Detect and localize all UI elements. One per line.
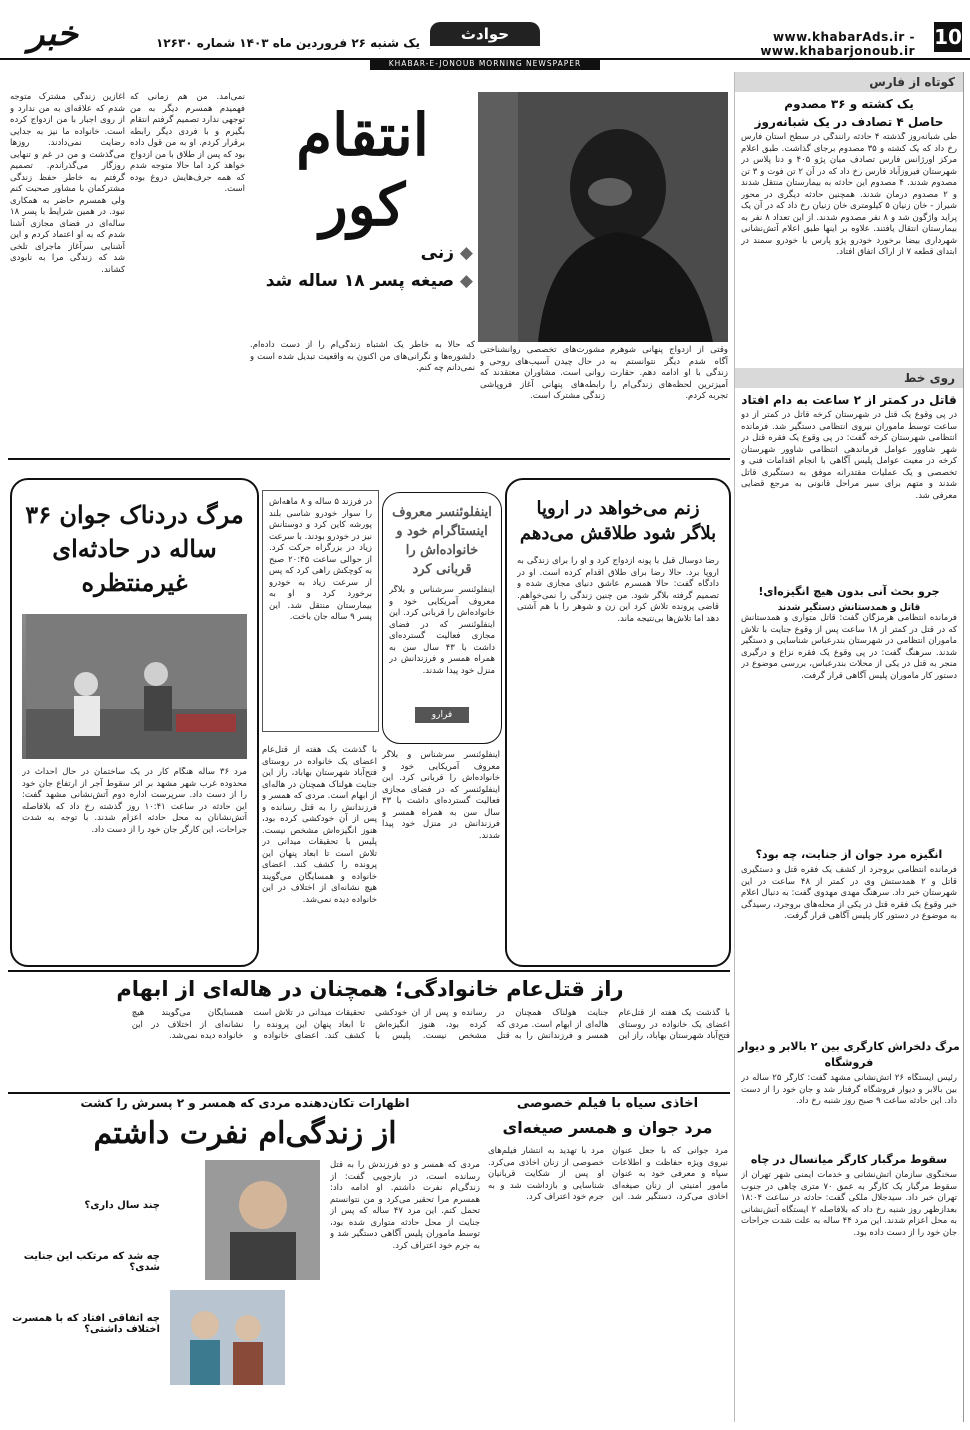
sidebar-headline: سقوط مرگبار کارگر میانسال در چاه [750,1153,948,1166]
bottom-left-body: مردی که همسر و دو فرزندش را به قتل رسانده است، در بازجویی گفت: از زندگی‌ام نفرت داشتم. او ادامه داد: همسرم مرا تحقیر می‌کرد و من نتوانستم تحمل کنم. این مرد ۴۷ ساله که پس از جنایت از محل حادثه متواری شده بود، توسط ماموران پلیس آگاهی دستگیر شد و به جرم خود اعتراف کرد. [330,1160,480,1251]
section-divider [8,970,730,972]
sidebar-article-body: فرمانده انتظامی هرمزگان گفت: قاتل متواری و همدستانش که در قتل در کمتر از ۱۸ ساعت پس از وقوع جنایت با تلاش ماموران انتظامی در شهرستان بندرعباس شناسایی و دستگیر شدند. سرهنگ گفت: در پی وقوع یک فقره نزاع و درگیری منجر به قتل در یکی از محلات بندرعباس، بررسی موضوع در دستور کار ماموران پلیس آگاهی قرار گرفت. [741,613,957,681]
box-body: در فرزند ۵ ساله و ۸ ماهه‌اش را سوار خودرو شاسی بلند پورشه کاین کرد و دوستانش نیز در خودرو بودند. با سرعت زیاد در بزرگراه حرکت کرد. از حوالی ساعت ۲۰:۴۵ صبح به کوچکش راهی کرد که پس از سرعت زیاد به خودرو برخورد کرد و او به بیمارستان منتقل شد. این پسر ۹ ساله جان باخت. [269,497,372,622]
subhead-text: زنی [420,243,454,263]
diamond-icon: ◆ [454,243,473,263]
page-number: 10 [934,22,962,52]
feature-column: مشورت‌های تخصصی روانشناختی در حال چیدن آسیب‌های روحی و روانی است. مشاوران معتقدند که رابطه‌های پنهانی آغاز فروپاشی زندگی مشترک است. [480,345,605,401]
feature-column: وقتی از ازدواج پنهانی شوهرم آگاه شدم دیگر نتوانستم به زندگی با او ادامه دهم. حقارت آمیزترین لحظه‌های زندگی‌ام را تجربه کردم. [610,345,728,401]
sidebar-article-body: در پی وقوع یک قتل در شهرستان کرخه قاتل در کمتر از دو ساعت توسط ماموران نیروی انتظامی دستگیر شد. فرمانده انتظامی شهرستان کرخه گفت: در پی وقوع یک فقره قتل در شهر شاوور عوامل فرماندهی انتظامی شاوور شهرستان کرخه در معیت عوامل پلیس آگاهی با انجام اقدامات فنی و تخصصی و یک عملیات مقتدرانه موفق به دستگیری قاتل شدند و متهم برای سیر مراحل قانونی به مرجع قضایی معرفی شد. [741,410,957,501]
bottom-left-headline: از زندگی‌ام نفرت داشتم [93,1116,397,1151]
sidebar-headline: یک کشته و ۳۶ مصدوم [784,97,914,111]
feature-column: نمی‌آمد. من هم زمانی که فهمیدم همسرم دیگر به من توجهی ندارد تصمیم گرفتم انتقام بگیرم و با فردی دیگر رابطه برقرار کردم. او به من قول داده بود که پس از طلاق با من ازدواج خواهد کرد اما حالا متوجه شدم که همه حرف‌هایش دروغ بوده است. [130,92,245,194]
section-divider [8,458,730,460]
feature-column: آغازین زندگی مشترک متوجه شدم که علاقه‌ای به من ندارد و از روی اجبار با من ازدواج کرده است. خانواده ما نیز به جدایی رضایت نمی‌دادند. روزها می‌گذشت و من در غم و تنهایی روزگار می‌گذراندم. تصمیم گرفتم به خاطر حفظ زندگی مشترکمان با مشاور صحبت کنم ولی همسرم حاضر به همکاری نبود. در همین شرایط با پسر ۱۸ ساله‌ای در فضای مجازی آشنا شدم که به او اعتماد کردم و این آشنایی سرآغاز ماجرای تلخی شد که زندگی مرا به نابودی کشاند. [10,92,125,275]
sidebar-kicker: قاتل و همدستانش دستگیر شدند [777,603,921,613]
article-column: با گذشت یک هفته از قتل‌عام اعضای یک خانواده در روستای فتح‌آباد شهرستان بهاباد، راز این جنایت هولناک همچنان در هاله‌ای از ابهام است. مردی که همسر و فرزندانش را به قتل رسانده و پس از آن خودکشی کرده بود، هنوز انگیزه‌اش مشخص نیست. پلیس با تحقیقات میدانی در تلاش است تا ابعاد پنهان این پرونده را کشف کند. اعضای خانواده و همسایگان می‌گویند هیچ نشانه‌ای از اختلاف در این خانواده دیده نمی‌شد. [262,745,377,905]
page-header [0,0,970,60]
box-body: مرد ۳۶ ساله هنگام کار در یک ساختمان در حال احداث در محدوده غرب شهر مشهد بر اثر سقوط آجر از ارتفاع جان خود را از دست داد. سرپرست اداره دوم آتش‌نشانی مشهد گفت: این حادثه در ساعت ۱۰:۴۱ روز گذشته رخ داد که بلافاصله آتش‌نشانان به محل حادثه اعزام شدند. با توجه به شدت جراحات، این کارگر جان خود را از دست داد. [22,767,247,835]
feature-photo-veiled-woman [478,92,728,342]
main-subhead-2 [258,268,473,298]
interview-qa [10,1160,160,1425]
box-body: رضا دوسال قبل با پونه ازدواج کرد و او را برای زندگی به اروپا برد. حالا رضا برای طلاق اقدام کرده است. او در دادگاه گفت: حالا همسرم عاشق دنیای مجازی شده و تصمیم گرفته بلاگر شود. من چنین زندگی را نمی‌خواهم. قاضی پرونده تلاش کرد این زن و شوهر را با هم آشتی دهد اما تلاش‌ها بی‌نتیجه ماند. [517,556,719,624]
sidebar-section-online: روی خط [735,368,963,388]
main-headline: انتقام کور [296,101,429,239]
family-photo [170,1290,285,1385]
rescue-workers-illustration [26,614,247,759]
suspect-photo [205,1160,320,1280]
sidebar-headline: قاتل در کمتر از ۲ ساعت به دام افتاد [741,393,957,407]
diamond-icon: ◆ [454,271,473,291]
question: چه اتفاقی افتاد که با همسرت اختلاف داشتی؟ [12,1313,160,1335]
question: چند سال داری؟ [84,1200,160,1211]
sidebar-headline: جرو بحث آنی بدون هیچ انگیزه‌ای! [758,585,940,598]
article-box-porsche [262,490,379,732]
sidebar-section-fars: کوتاه از فارس [735,72,963,92]
subhead-text: صیغه پسر ۱۸ ساله شد [265,271,454,291]
sidebar-article-body: سخنگوی سازمان آتش‌نشانی و خدمات ایمنی شهر تهران از سقوط مرگبار یک کارگر به عمق ۷۰ متری چاهی در جنوب تهران خبر داد. سیدجلال ملکی گفت: حادثه در ساعت ۱۸:۰۴ بعدازظهر روز شنبه رخ داد که بلافاصله ۲ ایستگاه آتش‌نشانی به محل اعزام شدند. این مرد ۴۴ ساله به علت شدت جراحات جان خود را از دست داده بود. [741,1170,957,1238]
article-box-blogger [505,478,731,967]
sidebar-article-body: فرمانده انتظامی بروجرد از کشف یک فقره قتل و دستگیری قاتل و ۲ همدستش وی در کمتر از ۴۸ ساعت در این شهرستان خبر داد. سرهنگ مهدی مهدوی گفت: به دنبال اعلام خبر وقوع یک فقره قتل در یکی از محله‌های بروجرد، رسیدگی به موضوع در دستور کار پلیس آگاهی قرار گرفت. [741,865,957,921]
bottom-mid-body: مرد جوانی که با جعل عنوان نیروی ویژه حفاظت و اطلاعات سپاه و معرفی خود به عنوان مامور امنیتی از زنان صیغه‌ای اخاذی می‌کرد، دستگیر شد. این مرد با تهدید به انتشار فیلم‌های خصوصی از زنان اخاذی می‌کرد. او پس از شکایت قربانیان شناسایی و بازداشت شد و به جرم خود اعتراف کرد. [488,1146,728,1202]
accident-scene-photo [22,614,247,759]
bottom-left-kicker: اظهارات تکان‌دهنده مردی که همسر و ۲ پسرش را کشت [80,1096,410,1110]
family-illustration [170,1290,285,1385]
section-tab: حوادث [430,22,540,46]
sidebar-article-body: رئیس ایستگاه ۲۶ آتش‌نشانی مشهد گفت: کارگر ۲۵ ساله در بین بالابر و دیوار فروشگاه گرفتار شد و جان خود را از دست داد. این حادثه ساعت ۹ صبح روز شنبه رخ داد. [741,1073,957,1106]
bottom-mid-kicker: اخاذی سیاه با فیلم خصوصی [516,1096,699,1111]
main-subhead-1 [258,240,473,270]
box-headline: اینفلوئنسر معروف اینستاگرام خود و خانواده‌اش را قربانی کرد [392,505,492,577]
issue-line: یک شنبه ۲۶ فروردین ماه ۱۴۰۳ شماره ۱۲۶۳۰ [155,36,420,50]
sidebar-headline: انگیزه مرد جوان از جنایت، چه بود؟ [755,848,943,861]
logo-text: خبر [27,14,79,54]
site-urls[interactable]: www.khabarAds.ir - www.khabarjonoub.ir [760,30,915,58]
bottom-mid-headline: مرد جوان و همسر صیغه‌ای [502,1118,713,1137]
news-sidebar [734,72,964,1422]
mystery-headline: راز قتل‌عام خانوادگی؛ همچنان در هاله‌ای از ابهام [116,977,624,1001]
box-headline: زنم می‌خواهد در اروپا بلاگر شود طلاقش می‌دهم [519,498,717,544]
section-divider [8,1092,730,1094]
veiled-woman-illustration [478,92,728,342]
masthead-strip: KHABAR-E-JONOUB MORNING NEWSPAPER [370,58,600,70]
box-headline: مرگ دردناک جوان ۳۶ ساله در حادثه‌ای غیرمنتظره [25,500,244,597]
source-tag: فرارو [415,707,469,723]
box-body: اینفلوئنسر سرشناس و بلاگر معروف آمریکایی خود و خانواده‌اش را قربانی کرد. این اینفلوئنسر که در فضای مجازی فعالیت گسترده‌ای داشت با ۴۳ سال سن به همراه همسر و فرزندانش در منزل خود پیدا شدند. [389,585,495,676]
sidebar-article-body: طی شبانه‌روز گذشته ۴ حادثه رانندگی در سطح استان فارس رخ داد که یک کشته و ۳۵ مصدوم برجای گذاشت. طبق اعلام مرکز اورژانس فارس تصادف میان پژو ۴۰۵ و دنا پلاس در شهرستان فیروزآباد فارس رخ داد که در آن ۲ تن فوت و ۳ تن مصدوم شدند. ۴ مصدوم این حادثه به بیمارستان منتقل شدند و ۲ مصدوم درمان شدند. همچنین حادثه دیگری در محور شیراز - خان زنیان ۵ کیلومتری خان زنیان رخ داد که در آن یک پراید واژگون شد و ۸ نفر مصدوم شدند. از این تعداد ۸ نفر به بیمارستان انتقال یافتند. علاوه بر اینها طبق اعلام آتش‌نشانی شهرداری بیضا برخورد خودرو پژو پارس با خودرو سمند در ابتدای قطعه ۷ از اراک اتفاق افتاد. [741,132,957,257]
sidebar-headline: حاصل ۴ تصادف در یک شبانه‌روز [754,115,944,129]
feature-column: که حالا به خاطر یک اشتباه زندگی‌ام را از دست داده‌ام. دلشوره‌ها و نگرانی‌های من اکنون به واقعیت تبدیل شده است و نمی‌دانم چه کنم. [250,340,475,373]
article-column: اینفلوئنسر سرشناس و بلاگر معروف آمریکایی خود و خانواده‌اش را قربانی کرد. این اینفلوئنسر که در فضای مجازی فعالیت گسترده‌ای داشت با ۴۳ سال سن به همراه همسر و فرزندانش در منزل خود پیدا شدند. [382,750,500,841]
newspaper-logo [8,14,98,56]
mystery-body: با گذشت یک هفته از قتل‌عام اعضای یک خانواده در روستای فتح‌آباد شهرستان بهاباد، راز این جنایت هولناک همچنان در هاله‌ای از ابهام است. مردی که همسر و فرزندانش را به قتل رسانده و پس از آن خودکشی کرده بود، هنوز انگیزه‌اش مشخص نیست. پلیس با تحقیقات میدانی در تلاش است تا ابعاد پنهان این پرونده را کشف کند. اعضای خانواده و همسایگان می‌گویند هیچ نشانه‌ای از اختلاف در این خانواده دیده نمی‌شد. [131,1008,730,1041]
article-box-accident [10,478,259,967]
question: چه شد که مرتکب این جنایت شدی؟ [23,1251,160,1273]
sidebar-headline: مرگ دلخراش کارگری بین ۲ بالابر و دیوار فروشگاه [738,1040,960,1069]
article-box-influencer [382,492,502,744]
man-portrait-illustration [205,1160,320,1280]
